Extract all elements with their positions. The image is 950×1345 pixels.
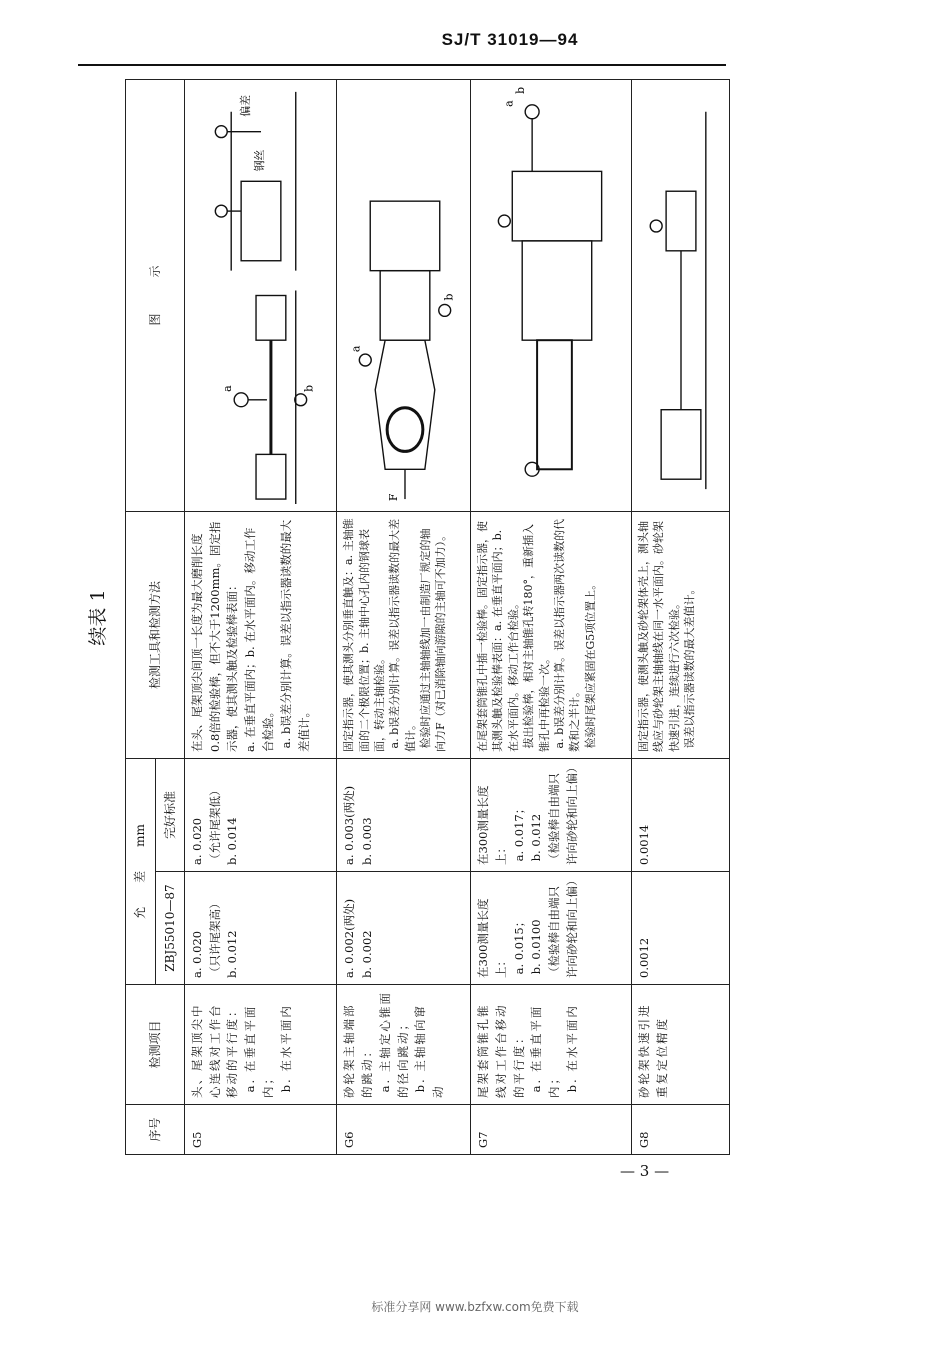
col-header-good-std: 完好标准 — [156, 758, 184, 871]
g6-figure — [345, 82, 463, 509]
col-header-item: 检测项目 — [126, 985, 185, 1105]
g5-label-wire: 钢丝 — [253, 149, 267, 172]
row-tol-good: a. 0.020 （允许尾架低） b. 0.014 — [184, 758, 336, 871]
row-seq: G7 — [470, 1105, 631, 1155]
g5-label-b: b — [303, 384, 317, 392]
row-tol-zbj: a. 0.002(两处) b. 0.002 — [337, 872, 471, 985]
col-header-method: 检测工具和检测方法 — [126, 511, 185, 758]
g8-figure — [641, 82, 721, 509]
row-method: 固定指示器，使测头触及砂轮架体壳上，测头轴线应与砂轮架主轴轴线在同一水平面内。砂轮架快速引进，连续进行六次检验。 误差以指示器读数的最大差值计。 — [632, 511, 730, 758]
row-figure — [632, 79, 730, 511]
g7-figure — [492, 82, 610, 509]
g5-label-a: a — [221, 385, 235, 392]
inspection-table — [125, 79, 730, 1155]
g5-figure — [201, 82, 319, 509]
col-header-figure: 图 示 — [126, 79, 185, 511]
row-figure — [184, 79, 336, 511]
row-figure — [337, 79, 471, 511]
g6-label-b: b — [442, 293, 456, 301]
row-tol-good: 在300测量长度上： a. 0.017； b. 0.012 （检验棒自由端只许向砂轮和向上偏） — [470, 758, 631, 871]
table-row — [632, 79, 730, 1154]
header-rule — [78, 64, 726, 66]
g7-label-a: a — [502, 100, 516, 107]
row-seq: G5 — [184, 1105, 336, 1155]
page-number: — 3 — — [620, 1162, 670, 1180]
g7-label-b: b — [514, 86, 528, 94]
row-tol-good: a. 0.003(两处) b. 0.003 — [337, 758, 471, 871]
row-item: 尾架套筒锥孔锥线对工作台移动的平行度： a. 在垂直平面内； b. 在水平面内 — [470, 985, 631, 1105]
row-figure — [470, 79, 631, 511]
table-row — [184, 79, 336, 1154]
row-tol-zbj: 在300测量长度上： a. 0.015； b. 0.0100 （检验棒自由端只许向砂轮和向上偏） — [470, 872, 631, 985]
row-seq: G8 — [632, 1105, 730, 1155]
row-item: 砂轮架快速引进重复定位精度 — [632, 985, 730, 1105]
g6-label-F: F — [386, 493, 400, 502]
watermark: 标准分享网 www.bzfxw.com免费下载 — [371, 1300, 579, 1314]
row-item: 头、尾架顶尖中心连线对工作台移动的平行度： a. 在垂直平面内； b. 在水平面内 — [184, 985, 336, 1105]
row-seq: G6 — [337, 1105, 471, 1155]
rotated-table-page — [87, 80, 730, 1155]
table-row — [470, 79, 631, 1154]
col-header-tolerance: 允 差 mm — [126, 758, 156, 984]
col-header-seq: 序号 — [126, 1105, 185, 1155]
g5-label-dev: 偏差 — [239, 94, 253, 117]
row-tol-zbj: 0.0012 — [632, 872, 730, 985]
table-row — [337, 79, 471, 1154]
g6-label-a: a — [348, 345, 362, 353]
row-tol-zbj: a. 0.020 （只许尾架高） b. 0.012 — [184, 872, 336, 985]
row-method: 在尾架套筒锥孔中插一检验棒。固定指示器，使其测头触及检验棒表面：a. 在垂直平面内；b. 在水平面内。移动工作台检验。 拔出检验棒，相对主轴锥孔转180°，重新插入锥孔中再检验一次。 a. b误差分别计算。误差以指示器两次读数的代数和之半计。 检验时尾架应紧固在G5项位置上。 — [470, 511, 631, 758]
row-tol-good: 0.0014 — [632, 758, 730, 871]
row-method: 在头、尾架顶尖间顶一长度为最大磨削长度0.8倍的检验棒，但不大于1200mm。固定指示器，使其测头触及检验棒表面： a. 在垂直平面内；b. 在水平面内。移动工作台检验。 a. b误差分别计算。误差以指示器读数的最大差值计。 — [184, 511, 336, 758]
standard-number: SJ/T 31019—94 — [441, 30, 579, 49]
table-title: 续表 1 — [87, 589, 109, 646]
row-method: 固定指示器，使其测头分别垂直触及：a. 主轴锥面的二个极限位置；b. 主轴中心孔内的钢球表面，转动主轴检验。 a. b误差分别计算。误差以指示器读数的最大差值计。 检验时应通过主轴轴线加一由制造厂规定的轴向力F（对已消除轴向游隙的主轴可不加力）。 — [337, 511, 471, 758]
col-header-zbj: ZBJ55010—87 — [156, 872, 184, 985]
row-item: 砂轮架主轴端部的跳动： a. 主轴定心锥面的径向跳动； b. 主轴轴向窜动 — [337, 985, 471, 1105]
